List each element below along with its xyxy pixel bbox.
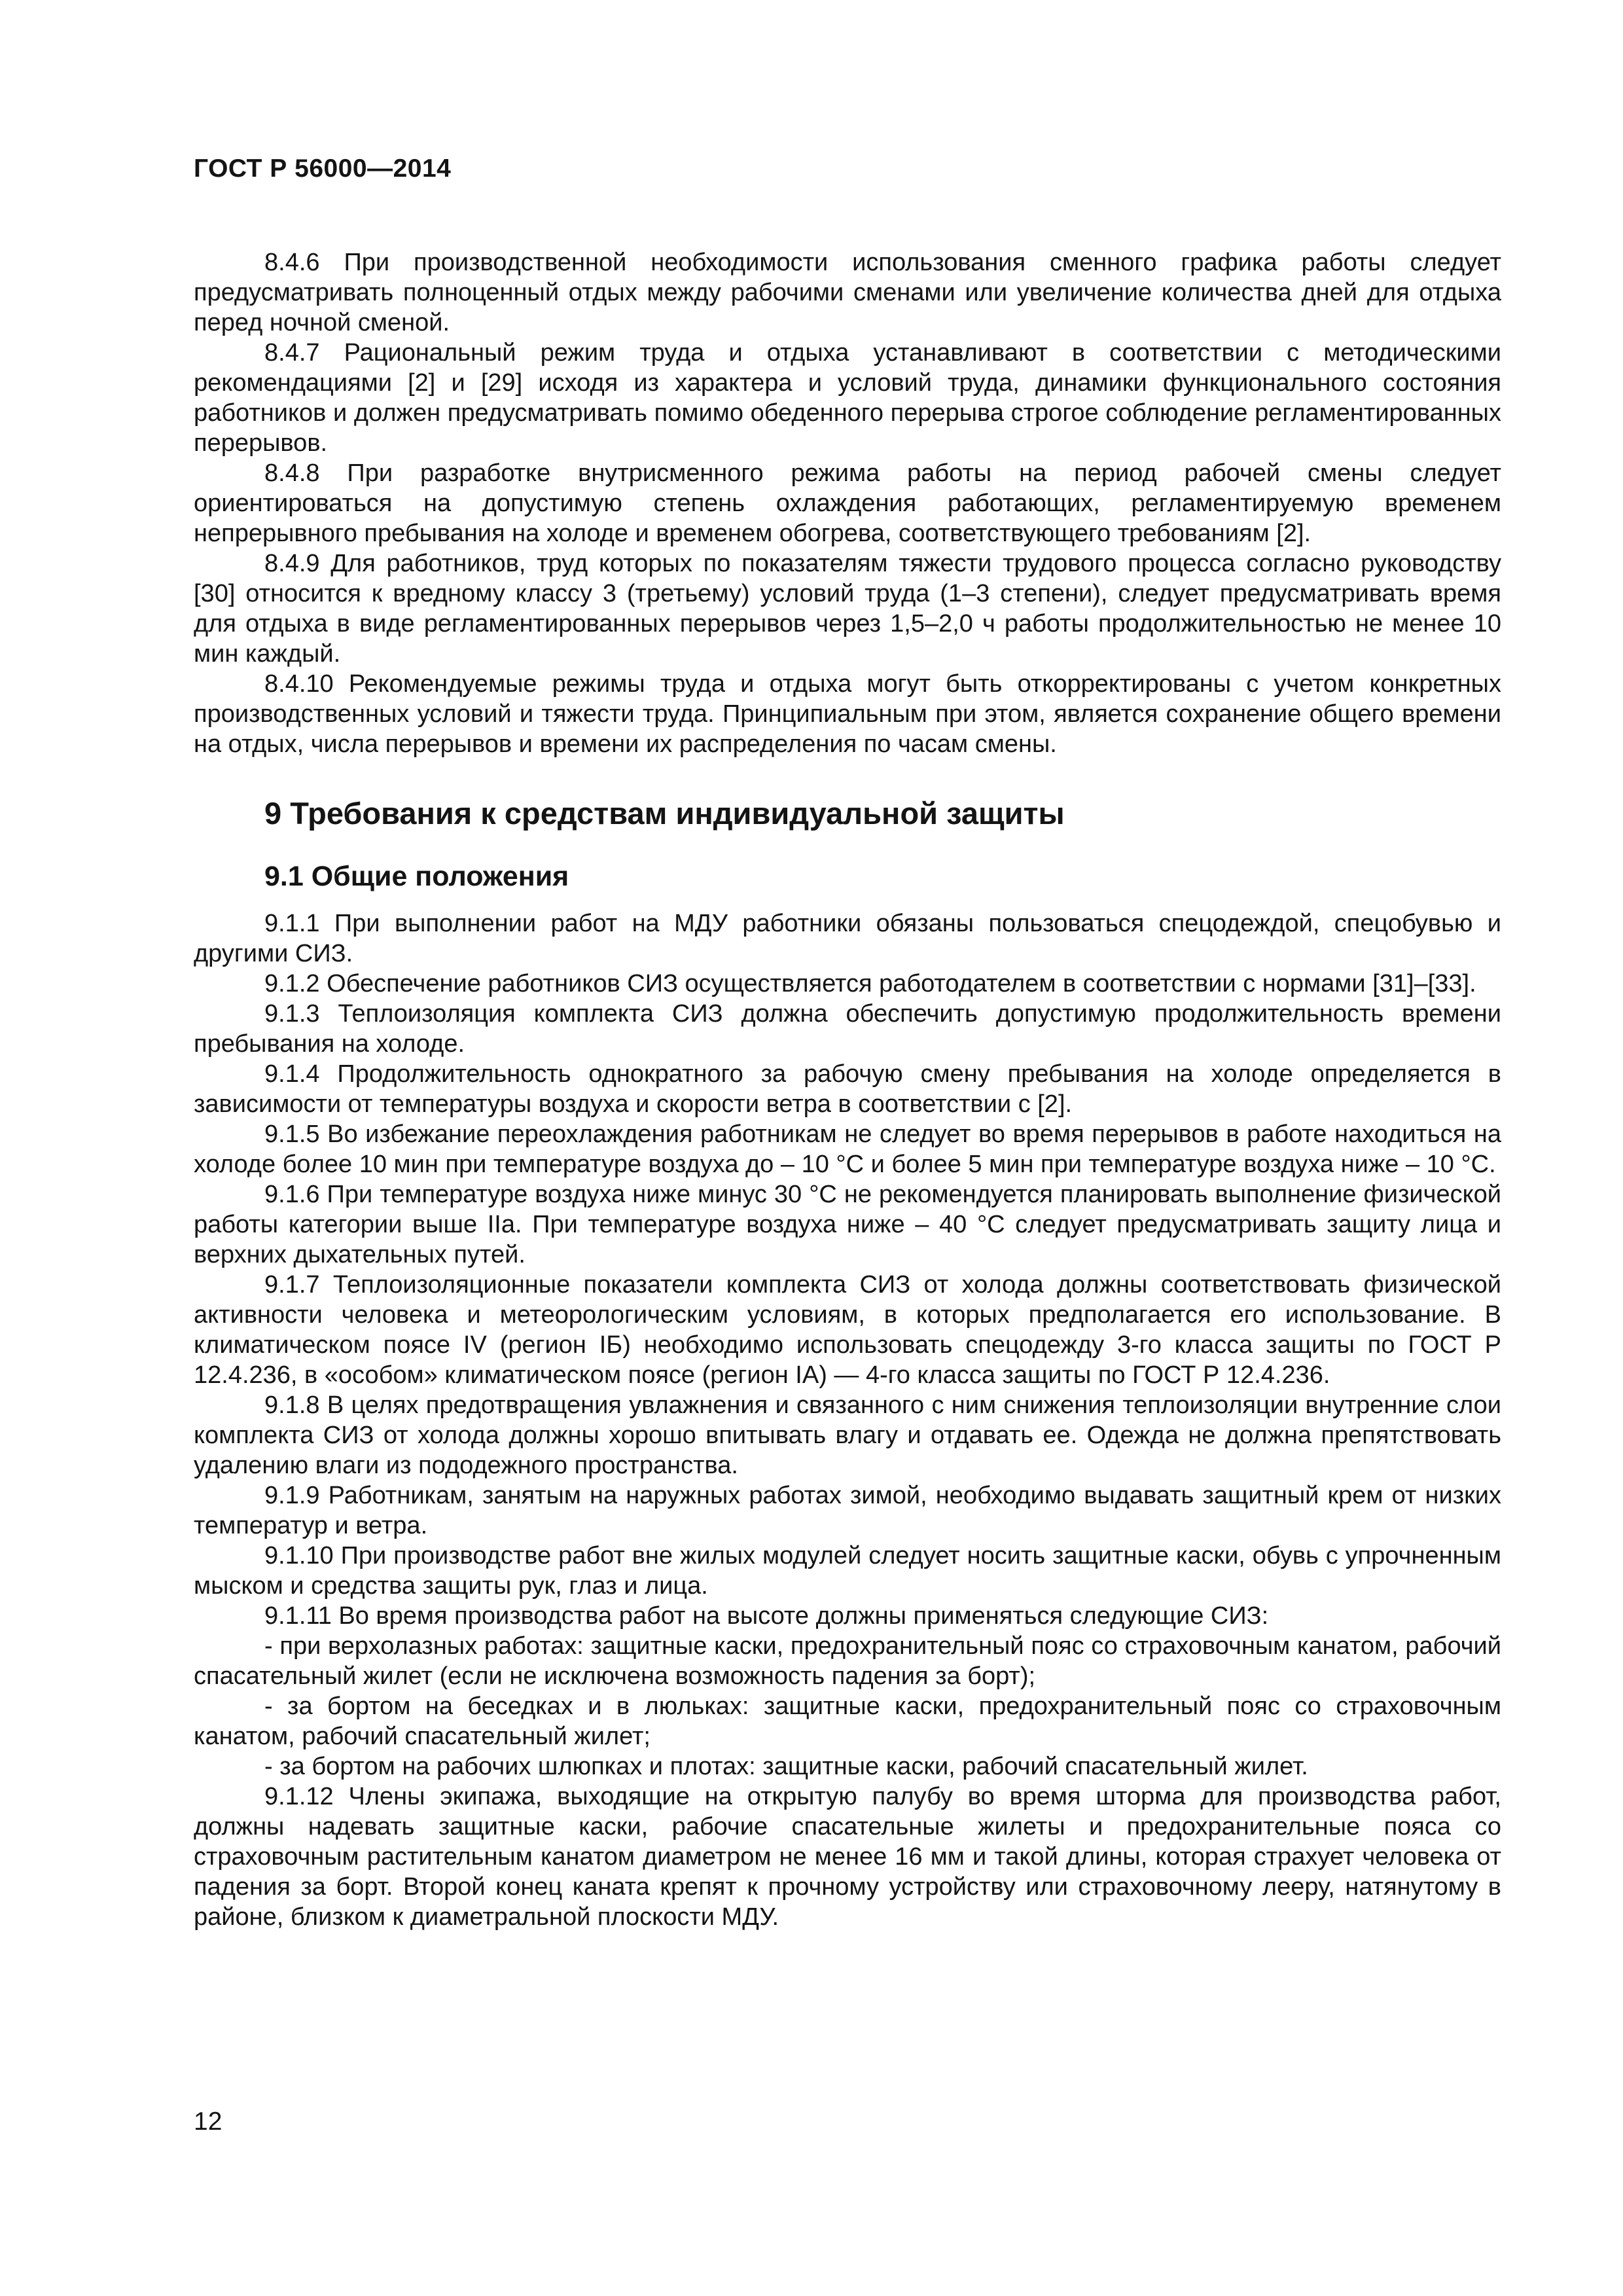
paragraph-8-4-8: 8.4.8 При разработке внутрисменного режима работы на период рабочей смены следует ориентироваться на допустимую степень охлаждения работающих, регламентируемую временем непрерывного пребывания на холоде и временем обогрева, соответствующего требованиям [2]. [194, 459, 1501, 547]
paragraph-8-4-10: 8.4.10 Рекомендуемые режимы труда и отдыха могут быть откорректированы с учетом конкретных производственных условий и тяжести труда. Принципиальным при этом, является сохранение общего времени на отдых, числа перерывов и времени их распределения по часам смены. [194, 670, 1501, 758]
paragraph-9-1-1: 9.1.1 При выполнении работ на МДУ работники обязаны пользоваться спецодеждой, спецобувью и другими СИЗ. [194, 910, 1501, 967]
paragraph-9-1-6: 9.1.6 При температуре воздуха ниже минус 30 °С не рекомендуется планировать выполнение физической работы категории выше IIа. При температуре воздуха ниже – 40 °С следует предусматривать защиту лица и верхних дыхательных путей. [194, 1181, 1501, 1268]
paragraph-9-1-8: 9.1.8 В целях предотвращения увлажнения и связанного с ним снижения теплоизоляции внутренние слои комплекта СИЗ от холода должны хорошо впитывать влагу и отдавать ее. Одежда не должна препятствовать удалению влаги из пододежного пространства. [194, 1391, 1501, 1479]
paragraph-9-1-10: 9.1.10 При производстве работ вне жилых модулей следует носить защитные каски, обувь с упрочненным мыском и средства защиты рук, глаз и лица. [194, 1542, 1501, 1600]
paragraph-9-1-11: 9.1.11 Во время производства работ на высоте должны применяться следующие СИЗ: [264, 1602, 1269, 1630]
paragraph-9-1-7: 9.1.7 Теплоизоляционные показатели комплекта СИЗ от холода должны соответствовать физической активности человека и метеорологическим условиям, в которых предполагается его использование. В климатическом поясе IV (регион IБ) необходимо использовать спецодежду 3-го класса защиты по ГОСТ Р 12.4.236, в «особом» климатическом поясе (регион IА) — 4-го класса защиты по ГОСТ Р 12.4.236. [194, 1271, 1501, 1389]
paragraph-9-1-2: 9.1.2 Обеспечение работников СИЗ осуществляется работодателем в соответствии с нормами [31]–[33]. [264, 970, 1476, 997]
list-item: - за бортом на рабочих шлюпках и плотах: защитные каски, рабочий спасательный жилет. [264, 1753, 1308, 1780]
page-number: 12 [194, 2108, 223, 2136]
paragraph-8-4-9: 8.4.9 Для работников, труд которых по показателям тяжести трудового процесса согласно руководству [30] относится к вредному классу 3 (третьему) условий труда (1–3 степени), следует предусматривать время для отдыха в виде регламентированных перерывов через 1,5–2,0 ч работы продолжительностью не менее 10 мин каждый. [194, 550, 1501, 668]
document-code-header: ГОСТ Р 56000—2014 [194, 154, 452, 183]
paragraph-9-1-3: 9.1.3 Теплоизоляция комплекта СИЗ должна обеспечить допустимую продолжительность времени пребывания на холоде. [194, 1000, 1501, 1058]
paragraph-8-4-7: 8.4.7 Рациональный режим труда и отдыха устанавливают в соответствии с методическими рекомендациями [2] и [29] исходя из характера и условий труда, динамики функционального состояния работников и должен предусматривать помимо обеденного перерыва строгое соблюдение регламентированных перерывов. [194, 339, 1501, 457]
paragraph-9-1-4: 9.1.4 Продолжительность однократного за рабочую смену пребывания на холоде определяется в зависимости от температуры воздуха и скорости ветра в соответствии с [2]. [194, 1060, 1501, 1118]
section-9-heading: 9 Требования к средствам индивидуальной защиты [264, 796, 1065, 831]
page-content [194, 247, 1501, 1932]
list-item: - за бортом на беседках и в люльках: защитные каски, предохранительный пояс со страховочным канатом, рабочий спасательный жилет; [194, 1693, 1501, 1750]
paragraph-8-4-6: 8.4.6 При производственной необходимости использования сменного графика работы следует предусматривать полноценный отдых между рабочими сменами или увеличение количества дней для отдыха перед ночной сменой. [194, 249, 1501, 336]
list-item: - при верхолазных работах: защитные каски, предохранительный пояс со страховочным канатом, рабочий спасательный жилет (если не исключена возможность падения за борт); [194, 1632, 1501, 1690]
paragraph-9-1-12: 9.1.12 Члены экипажа, выходящие на открытую палубу во время шторма для производства работ, должны надевать защитные каски, рабочие спасательные жилеты и предохранительные пояса со страховочным растительным канатом диаметром не менее 16 мм и такой длины, которая страхует человека от падения за борт. Второй конец каната крепят к прочному устройству или страховочному лееру, натянутому в районе, близком к диаметральной плоскости МДУ. [194, 1783, 1501, 1931]
paragraph-9-1-5: 9.1.5 Во избежание переохлаждения работникам не следует во время перерывов в работе находиться на холоде более 10 мин при температуре воздуха до – 10 °С и более 5 мин при температуре воздуха ниже – 10 °С. [194, 1121, 1501, 1178]
paragraph-9-1-9: 9.1.9 Работникам, занятым на наружных работах зимой, необходимо выдавать защитный крем от низких температур и ветра. [194, 1482, 1501, 1539]
subsection-9-1-heading: 9.1 Общие положения [264, 861, 569, 892]
